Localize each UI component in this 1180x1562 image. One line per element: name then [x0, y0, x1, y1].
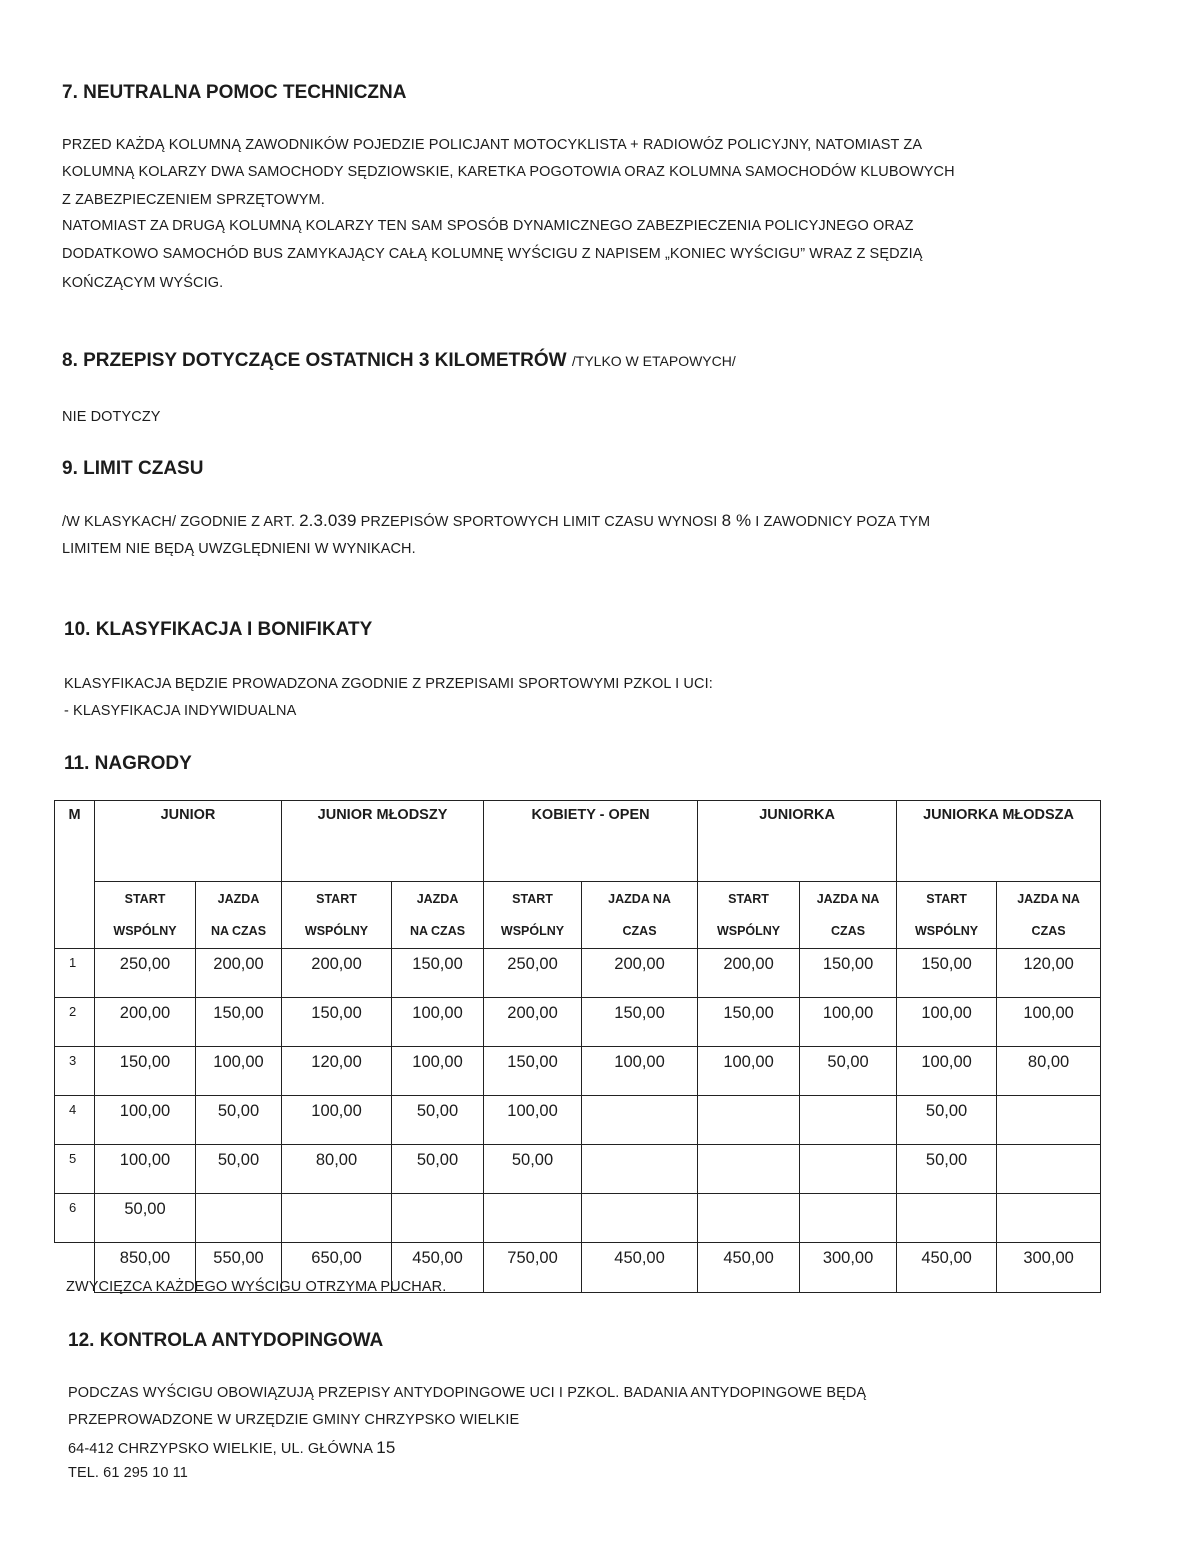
limit-text-c: PRZEPISÓW SPORTOWYCH LIMIT CZASU WYNOSI: [356, 514, 722, 530]
address-text: 64-412 CHRZYPSKO WIELKIE, UL. GŁÓWNA: [68, 1441, 377, 1457]
prize-cell: 100,00: [897, 1047, 997, 1096]
prize-cell: [582, 1145, 698, 1194]
column-subheader: [897, 882, 997, 949]
place-cell: 2: [55, 998, 95, 1047]
prize-cell: 100,00: [997, 998, 1101, 1047]
subheader-line: JAZDA: [217, 892, 260, 906]
limit-text-a: /W KLASYKACH/ ZGODNIE Z ART.: [62, 514, 300, 530]
prize-cell: [582, 1096, 698, 1145]
prize-cell: 80,00: [997, 1047, 1101, 1096]
prize-cell: 200,00: [282, 949, 392, 998]
total-cell: 450,00: [897, 1243, 997, 1293]
section-7-line: Z ZABEZPIECZENIEM SPRZĘTOWYM.: [62, 192, 325, 208]
prize-cell: 100,00: [800, 998, 897, 1047]
section-9-line-1: [62, 511, 930, 531]
prize-cell: 100,00: [582, 1047, 698, 1096]
category-header: JUNIOR MŁODSZY: [282, 801, 484, 882]
table-row: [55, 1047, 1101, 1096]
prize-cell: 50,00: [897, 1096, 997, 1145]
total-cell: 850,00: [95, 1243, 196, 1293]
limit-text-e: I ZAWODNICY POZA TYM: [751, 514, 931, 530]
prize-cell: 120,00: [282, 1047, 392, 1096]
section-8-text: NIE DOTYCZY: [62, 409, 161, 425]
section-7-line: DODATKOWO SAMOCHÓD BUS ZAMYKAJĄCY CAŁĄ KOLUMNĘ WYŚCIGU Z NAPISEM „KONIEC WYŚCIGU” WRAZ Z SĘDZIĄ: [62, 246, 923, 262]
subheader-line: CZAS: [1031, 924, 1066, 938]
total-cell: 550,00: [196, 1243, 282, 1293]
subheader-line: START: [926, 892, 967, 906]
prize-cell: 150,00: [582, 998, 698, 1047]
prize-cell: 100,00: [282, 1096, 392, 1145]
table-row: [55, 1096, 1101, 1145]
subheader-line: JAZDA NA: [816, 892, 880, 906]
subheader-line: START: [728, 892, 769, 906]
prize-cell: 150,00: [897, 949, 997, 998]
prize-cell: 150,00: [392, 949, 484, 998]
prize-cell: 250,00: [484, 949, 582, 998]
subheader-line: START: [124, 892, 166, 906]
category-header: JUNIORKA MŁODSZA: [897, 801, 1101, 882]
total-cell: 300,00: [997, 1243, 1101, 1293]
prize-cell: 100,00: [95, 1145, 196, 1194]
prize-cell: 50,00: [800, 1047, 897, 1096]
section-7-line: KOLUMNĄ KOLARZY DWA SAMOCHODY SĘDZIOWSKIE, KARETKA POGOTOWIA ORAZ KOLUMNA SAMOCHODÓW KLUBOWYCH: [62, 164, 955, 180]
prize-cell: 200,00: [95, 998, 196, 1047]
prize-cell: 100,00: [196, 1047, 282, 1096]
column-subheader: [282, 882, 392, 949]
prize-cell: [997, 1194, 1101, 1243]
prize-cell: 100,00: [392, 1047, 484, 1096]
section-12-phone: TEL. 61 295 10 11: [68, 1465, 188, 1481]
subheader-line: JAZDA NA: [608, 892, 671, 906]
prize-cell: [582, 1194, 698, 1243]
prize-cell: 50,00: [196, 1096, 282, 1145]
prize-cell: 100,00: [698, 1047, 800, 1096]
category-header: KOBIETY - OPEN: [484, 801, 698, 882]
prize-cell: 120,00: [997, 949, 1101, 998]
prize-cell: 50,00: [196, 1145, 282, 1194]
prize-cell: 150,00: [196, 998, 282, 1047]
prize-cell: [196, 1194, 282, 1243]
place-column-header: M: [55, 801, 95, 949]
table-row: [55, 1145, 1101, 1194]
section-10-line-2: - KLASYFIKACJA INDYWIDUALNA: [64, 703, 297, 719]
section-10-heading: 10. KLASYFIKACJA I BONIFIKATY: [64, 619, 373, 640]
prize-cell: [698, 1096, 800, 1145]
prize-cell: [997, 1145, 1101, 1194]
prize-cell: 50,00: [484, 1145, 582, 1194]
prize-cell: [997, 1096, 1101, 1145]
section-11-heading: 11. NAGRODY: [64, 753, 192, 774]
prize-cell: 50,00: [95, 1194, 196, 1243]
section-9-line-2: LIMITEM NIE BĘDĄ UWZGLĘDNIENI W WYNIKACH.: [62, 541, 416, 557]
address-number: 15: [376, 1438, 396, 1457]
table-row: [55, 949, 1101, 998]
prize-cell: [800, 1145, 897, 1194]
prize-cell: [800, 1096, 897, 1145]
prize-cell: [800, 1194, 897, 1243]
section-12-line-2: PRZEPROWADZONE W URZĘDZIE GMINY CHRZYPSKO WIELKIE: [68, 1412, 520, 1428]
prize-cell: 80,00: [282, 1145, 392, 1194]
prizes-table: [54, 800, 1101, 1293]
column-subheader: [997, 882, 1101, 949]
place-cell: 4: [55, 1096, 95, 1145]
prize-cell: 100,00: [484, 1096, 582, 1145]
subheader-line: CZAS: [831, 924, 866, 938]
total-cell: 450,00: [392, 1243, 484, 1293]
subheader-line: WSPÓLNY: [304, 924, 369, 938]
total-cell: 450,00: [698, 1243, 800, 1293]
prize-cell: [698, 1194, 800, 1243]
prize-cell: [282, 1194, 392, 1243]
section-7-line: NATOMIAST ZA DRUGĄ KOLUMNĄ KOLARZY TEN SAM SPOSÓB DYNAMICZNEGO ZABEZPIECZENIA POLICYJNEGO ORAZ: [62, 218, 914, 234]
subheader-line: START: [316, 892, 357, 906]
total-cell: 300,00: [800, 1243, 897, 1293]
prize-cell: 100,00: [897, 998, 997, 1047]
prize-cell: 150,00: [484, 1047, 582, 1096]
prize-cell: 200,00: [196, 949, 282, 998]
section-7-line: PRZED KAŻDĄ KOLUMNĄ ZAWODNIKÓW POJEDZIE POLICJANT MOTOCYKLISTA + RADIOWÓZ POLICYJNY, NATOMIAST ZA: [62, 137, 923, 153]
category-header: JUNIOR: [95, 801, 282, 882]
prize-cell: 50,00: [897, 1145, 997, 1194]
prize-cell: 100,00: [95, 1096, 196, 1145]
total-cell: 450,00: [582, 1243, 698, 1293]
prize-cell: 100,00: [392, 998, 484, 1047]
place-cell: 3: [55, 1047, 95, 1096]
prize-cell: [392, 1194, 484, 1243]
subheader-line: WSPÓLNY: [716, 924, 781, 938]
prize-cell: 200,00: [698, 949, 800, 998]
prize-cell: 50,00: [392, 1145, 484, 1194]
limit-percent: 8 %: [721, 511, 752, 530]
subheader-row: [55, 882, 1101, 949]
column-subheader: [196, 882, 282, 949]
section-8-note: /TYLKO W ETAPOWYCH/: [571, 353, 736, 369]
prize-cell: [484, 1194, 582, 1243]
section-7-line: KOŃCZĄCYM WYŚCIG.: [62, 275, 224, 291]
prize-cell: 200,00: [484, 998, 582, 1047]
section-12-line-1: PODCZAS WYŚCIGU OBOWIĄZUJĄ PRZEPISY ANTYDOPINGOWE UCI I PZKOL. BADANIA ANTYDOPINGOWE BĘDĄ: [68, 1385, 867, 1401]
prizes-body: [55, 949, 1101, 1293]
section-9-heading: 9. LIMIT CZASU: [62, 458, 204, 479]
subheader-line: JAZDA NA: [1017, 892, 1080, 906]
section-8-heading: [62, 350, 736, 372]
prize-cell: 200,00: [582, 949, 698, 998]
column-subheader: [582, 882, 698, 949]
prize-cell: 250,00: [95, 949, 196, 998]
table-row: [55, 1194, 1101, 1243]
category-header: JUNIORKA: [698, 801, 897, 882]
table-row: [55, 998, 1101, 1047]
place-cell: 6: [55, 1194, 95, 1243]
prize-cell: [897, 1194, 997, 1243]
section-7-heading: 7. NEUTRALNA POMOC TECHNICZNA: [62, 82, 407, 103]
section-12-line-3: [68, 1438, 395, 1458]
column-subheader: [698, 882, 800, 949]
subheader-line: WSPÓLNY: [914, 924, 979, 938]
total-cell: 650,00: [282, 1243, 392, 1293]
place-cell: 5: [55, 1145, 95, 1194]
place-cell: 1: [55, 949, 95, 998]
section-8-title: 8. PRZEPISY DOTYCZĄCE OSTATNICH 3 KILOMETRÓW: [62, 350, 567, 371]
subheader-line: NA CZAS: [409, 924, 466, 938]
column-subheader: [95, 882, 196, 949]
subheader-line: JAZDA: [416, 892, 459, 906]
prize-cell: 150,00: [95, 1047, 196, 1096]
subheader-line: START: [512, 892, 553, 906]
column-subheader: [392, 882, 484, 949]
column-subheader: [484, 882, 582, 949]
prize-cell: [698, 1145, 800, 1194]
section-10-line-1: KLASYFIKACJA BĘDZIE PROWADZONA ZGODNIE Z PRZEPISAMI SPORTOWYMI PZKOL I UCI:: [64, 676, 713, 692]
column-subheader: [800, 882, 897, 949]
subheader-line: WSPÓLNY: [113, 924, 177, 938]
prize-cell: 50,00: [392, 1096, 484, 1145]
subheader-line: CZAS: [622, 924, 657, 938]
prize-cell: 150,00: [282, 998, 392, 1047]
subheader-line: NA CZAS: [210, 924, 267, 938]
prize-cell: 150,00: [698, 998, 800, 1047]
trophy-note: ZWYCIĘZCA KAŻDEGO WYŚCIGU OTRZYMA PUCHAR.: [66, 1279, 447, 1295]
total-cell: 750,00: [484, 1243, 582, 1293]
subheader-line: WSPÓLNY: [500, 924, 565, 938]
prize-cell: 150,00: [800, 949, 897, 998]
article-number: 2.3.039: [299, 511, 357, 530]
section-12-heading: 12. KONTROLA ANTYDOPINGOWA: [68, 1330, 384, 1351]
